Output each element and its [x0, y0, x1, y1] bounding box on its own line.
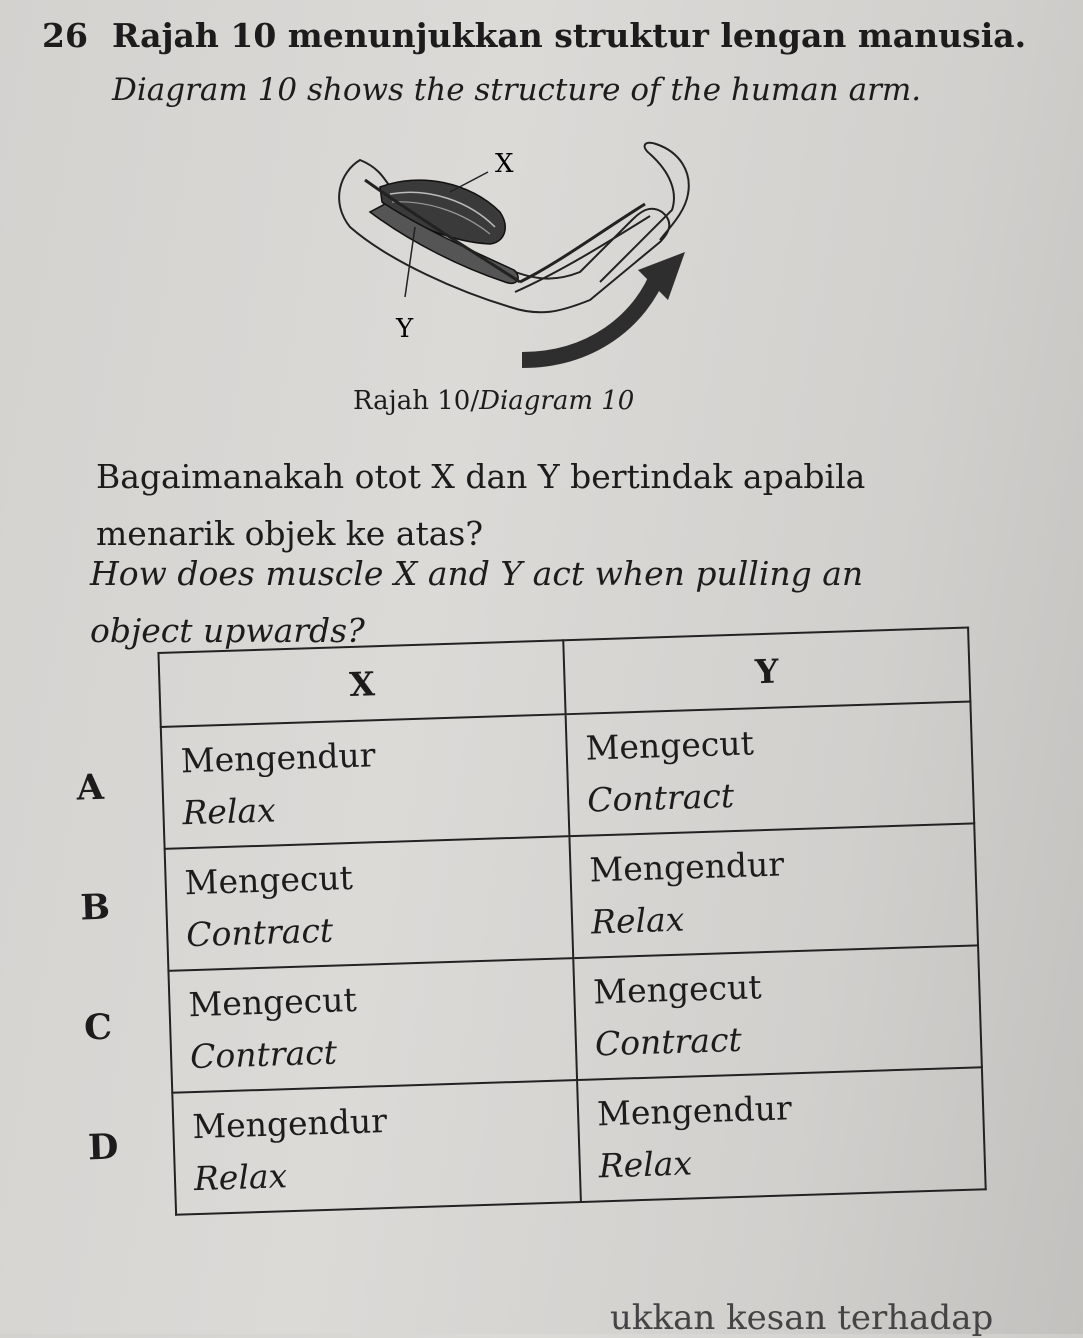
question-number: 26 — [42, 16, 88, 55]
ulna-bone — [515, 216, 650, 292]
options-table — [157, 627, 986, 1216]
question-prompt-malay: Bagaimanakah otot X dan Y bertindak apabila menarik objek ke atas? — [96, 457, 866, 553]
cell-y-english: Contract — [594, 1019, 743, 1064]
option-letter-c: C — [83, 1006, 113, 1049]
cell-y-english: Relax — [590, 899, 685, 942]
header-x: X — [158, 640, 565, 727]
question-stem-malay: Rajah 10 menunjukkan struktur lengan manusia. — [112, 16, 1027, 55]
upward-arrow — [522, 270, 660, 360]
cell-x-malay: Mengendur — [180, 735, 377, 781]
cell-y-malay: Mengecut — [585, 723, 755, 768]
cell-x — [168, 958, 577, 1093]
footer-partial-text: ukkan kesan terhadap — [610, 1298, 994, 1338]
cell-x-malay: Mengecut — [187, 979, 358, 1025]
cell-x-malay: Mengecut — [184, 857, 354, 903]
cell-x-english: Contract — [189, 1032, 338, 1077]
cell-x-english: Relax — [193, 1156, 288, 1199]
option-letter-d: D — [87, 1126, 119, 1169]
question-stem-english: Diagram 10 shows the structure of the human arm. — [112, 72, 922, 108]
caption-english: Diagram 10 — [479, 386, 635, 416]
cell-x — [172, 1080, 581, 1215]
cell-y-malay: Mengendur — [588, 844, 785, 890]
pointer-x — [450, 172, 488, 192]
caption-malay: Rajah 10/ — [353, 386, 480, 416]
cell-x — [165, 836, 574, 971]
arm-diagram — [300, 132, 720, 372]
cell-y-malay: Mengecut — [592, 967, 763, 1012]
diagram-caption — [353, 386, 634, 416]
label-y: Y — [396, 314, 414, 344]
cell-y — [573, 945, 982, 1080]
options-section — [0, 640, 1083, 1290]
cell-y — [577, 1067, 986, 1202]
cell-x-english: Contract — [185, 910, 334, 955]
label-x: X — [495, 149, 514, 179]
cell-y-english: Contract — [586, 775, 735, 820]
header-y: Y — [563, 628, 970, 715]
cell-x — [161, 714, 570, 849]
table-row — [172, 1067, 985, 1214]
option-letter-b: B — [79, 886, 111, 929]
question-prompt-english: How does muscle X and Y act when pulling an object upwards? — [90, 554, 864, 650]
cell-x-malay: Mengendur — [191, 1101, 388, 1147]
cell-y — [569, 823, 978, 958]
cell-y-malay: Mengendur — [596, 1088, 793, 1134]
cell-y — [566, 701, 975, 836]
option-letter-a: A — [76, 766, 105, 809]
cell-x-english: Relax — [181, 790, 277, 833]
arm-outline — [339, 160, 669, 312]
cell-y-english: Relax — [598, 1143, 693, 1186]
